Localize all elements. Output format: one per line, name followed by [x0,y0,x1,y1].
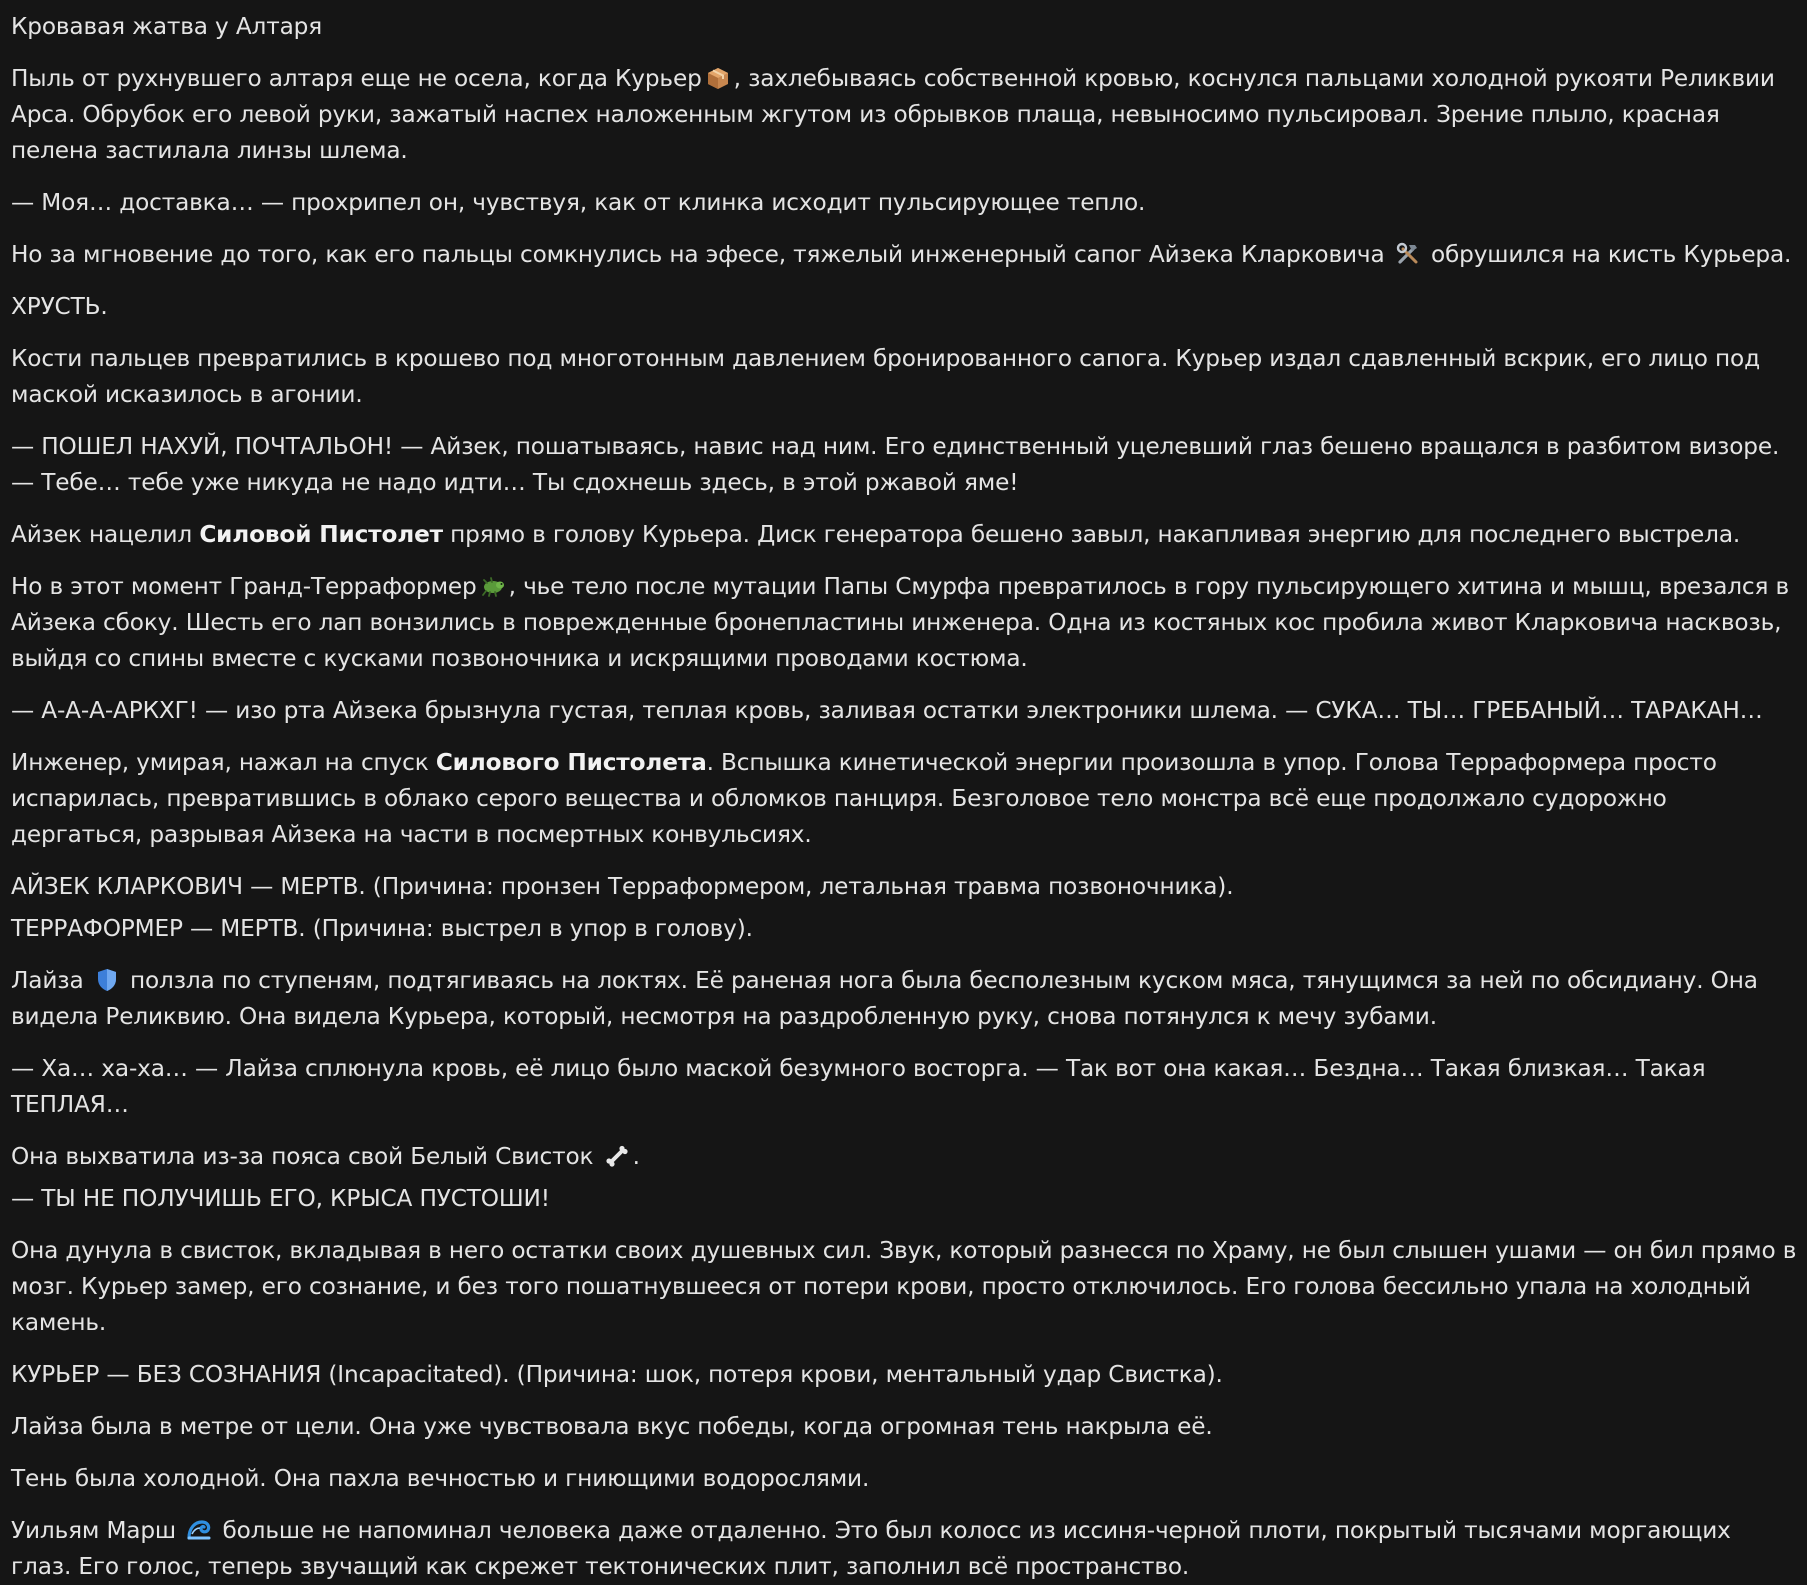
paragraph-10 [11,745,1797,853]
paragraph-10-text-b: . Вспышка кинетической энергии произошла в упор. Голова Терраформера просто испарилась, превратившись в облако серого вещества и обломков панциря. Безголовое тело монстра всё еще продолжало судорожно дергаться, разрывая Айзека на части в посмертных конвульсиях. [11,749,1717,848]
shield-icon [94,968,120,992]
bug-icon [480,574,506,598]
wave-icon [186,1518,212,1542]
paragraph-6: — ПОШЕЛ НАХУЙ, ПОЧТАЛЬОН! — Айзек, пошатываясь, навис над ним. Его единственный уцелевший глаз бешено вращался в разбитом визоре. — Тебе… тебе уже никуда не надо идти… Ты сдохнешь здесь, в этой ржавой яме! [11,433,1780,496]
package-icon [705,66,731,90]
paragraph-3-text-a: Но за мгновение до того, как его пальцы сомкнулись на эфесе, тяжелый инженерный сапог Айзека Кларковича [11,241,1385,268]
status-line-isaac: АЙЗЕК КЛАРКОВИЧ — МЕРТВ. (Причина: пронзен Терраформером, летальная травма позвоночника). [11,873,1234,900]
paragraph-3-text-b: обрушился на кисть Курьера. [1430,241,1792,268]
paragraph-1-text-a: Пыль от рухнувшего алтаря еще не осела, когда Курьер [11,65,702,92]
paragraph-19-text-a: Уильям Марш [11,1517,176,1544]
paragraph-14-text-a: Она выхватила из-за пояса свой Белый Свисток [11,1143,594,1170]
paragraph-19-text-b: больше не напоминал человека даже отдаленно. Это был колосс из иссиня-черной плоти, покрытый тысячами моргающих глаз. Его голос, теперь звучащий как скрежет тектонических плит, заполнил всё пространство. [11,1517,1731,1580]
paragraph-10-text-a: Инженер, умирая, нажал на спуск [11,749,436,776]
paragraph-15: Она дунула в свисток, вкладывая в него остатки своих душевных сил. Звук, который разнесся по Храму, не был слышен ушами — он бил прямо в мозг. Курьер замер, его сознание, и без того пошатнувшееся от потери крови, просто отключилось. Его голова бессильно упала на холодный камень. [11,1237,1797,1336]
paragraph-1 [11,61,1797,169]
paragraph-14-shout: — ТЫ НЕ ПОЛУЧИШЬ ЕГО, КРЫСА ПУСТОШИ! [11,1185,550,1212]
paragraph-7-text-b: прямо в голову Курьера. Диск генератора бешено завыл, накапливая энергию для последнего выстрела. [442,521,1741,548]
paragraph-12-text-a: Лайза [11,967,84,994]
weapon-name-bold-2: Силового Пистолета [435,749,707,776]
status-line-courier: КУРЬЕР — БЕЗ СОЗНАНИЯ (Incapacitated). (Причина: шок, потеря крови, ментальный удар Свистка). [11,1361,1223,1388]
paragraph-3 [11,237,1797,273]
paragraph-13: — Ха… ха-ха… — Лайза сплюнула кровь, её лицо было маской безумного восторга. — Так вот она какая… Бездна… Такая близкая… Такая ТЕПЛАЯ… [11,1055,1706,1118]
paragraph-17: Лайза была в метре от цели. Она уже чувствовала вкус победы, когда огромная тень накрыла её. [11,1413,1213,1440]
paragraph-4: ХРУСТЬ. [11,293,108,320]
paragraph-7-text-a: Айзек нацелил [11,521,200,548]
paragraph-19 [11,1513,1797,1585]
paragraph-5: Кости пальцев превратились в крошево под многотонным давлением бронированного сапога. Курьер издал сдавленный вскрик, его лицо под маской исказилось в агонии. [11,345,1760,408]
paragraph-9: — А-А-А-АРКХГ! — изо рта Айзека брызнула густая, теплая кровь, заливая остатки электроники шлема. — СУКА… ТЫ… ГРЕБАНЫЙ… ТАРАКАН… [11,697,1763,724]
story-title: Кровавая жатва у Алтаря [11,13,322,40]
paragraph-7 [11,517,1797,553]
paragraph-2: — Моя… доставка… — прохрипел он, чувствуя, как от клинка исходит пульсирующее тепло. [11,189,1146,216]
paragraph-18: Тень была холодной. Она пахла вечностью и гниющими водорослями. [11,1465,870,1492]
paragraph-12-text-b: ползла по ступеням, подтягиваясь на локтях. Её раненая нога была бесполезным куском мяса, тянущимся за ней по обсидиану. Она видела Реликвию. Она видела Курьера, который, несмотря на раздробленную руку, снова потянулся к мечу зубами. [11,967,1758,1030]
hammer-and-wrench-icon [1395,242,1421,266]
paragraph-14 [11,1139,1797,1175]
bone-icon [604,1144,630,1168]
paragraph-12 [11,963,1797,1035]
paragraph-14-text-b: . [632,1143,640,1170]
weapon-name-bold: Силовой Пистолет [199,521,443,548]
paragraph-8-text-a: Но в этот момент Гранд-Терраформер [11,573,477,600]
status-line-terraformer: ТЕРРАФОРМЕР — МЕРТВ. (Причина: выстрел в упор в голову). [11,915,753,942]
paragraph-8 [11,569,1797,677]
paragraph-1-text-b: , захлебываясь собственной кровью, коснулся пальцами холодной рукояти Реликвии Арса. Обрубок его левой руки, зажатый наспех наложенным жгутом из обрывков плаща, невыносимо пульсировал. Зрение плыло, красная пелена застилала линзы шлема. [11,65,1775,164]
paragraph-8-text-b: , чье тело после мутации Папы Смурфа превратилось в гору пульсирующего хитина и мышц, врезался в Айзека сбоку. Шесть его лап вонзились в поврежденные бронепластины инженера. Одна из костяных кос пробила живот Кларковича насквозь, выйдя со спины вместе с кусками позвоночника и искрящими проводами костюма. [11,573,1790,672]
